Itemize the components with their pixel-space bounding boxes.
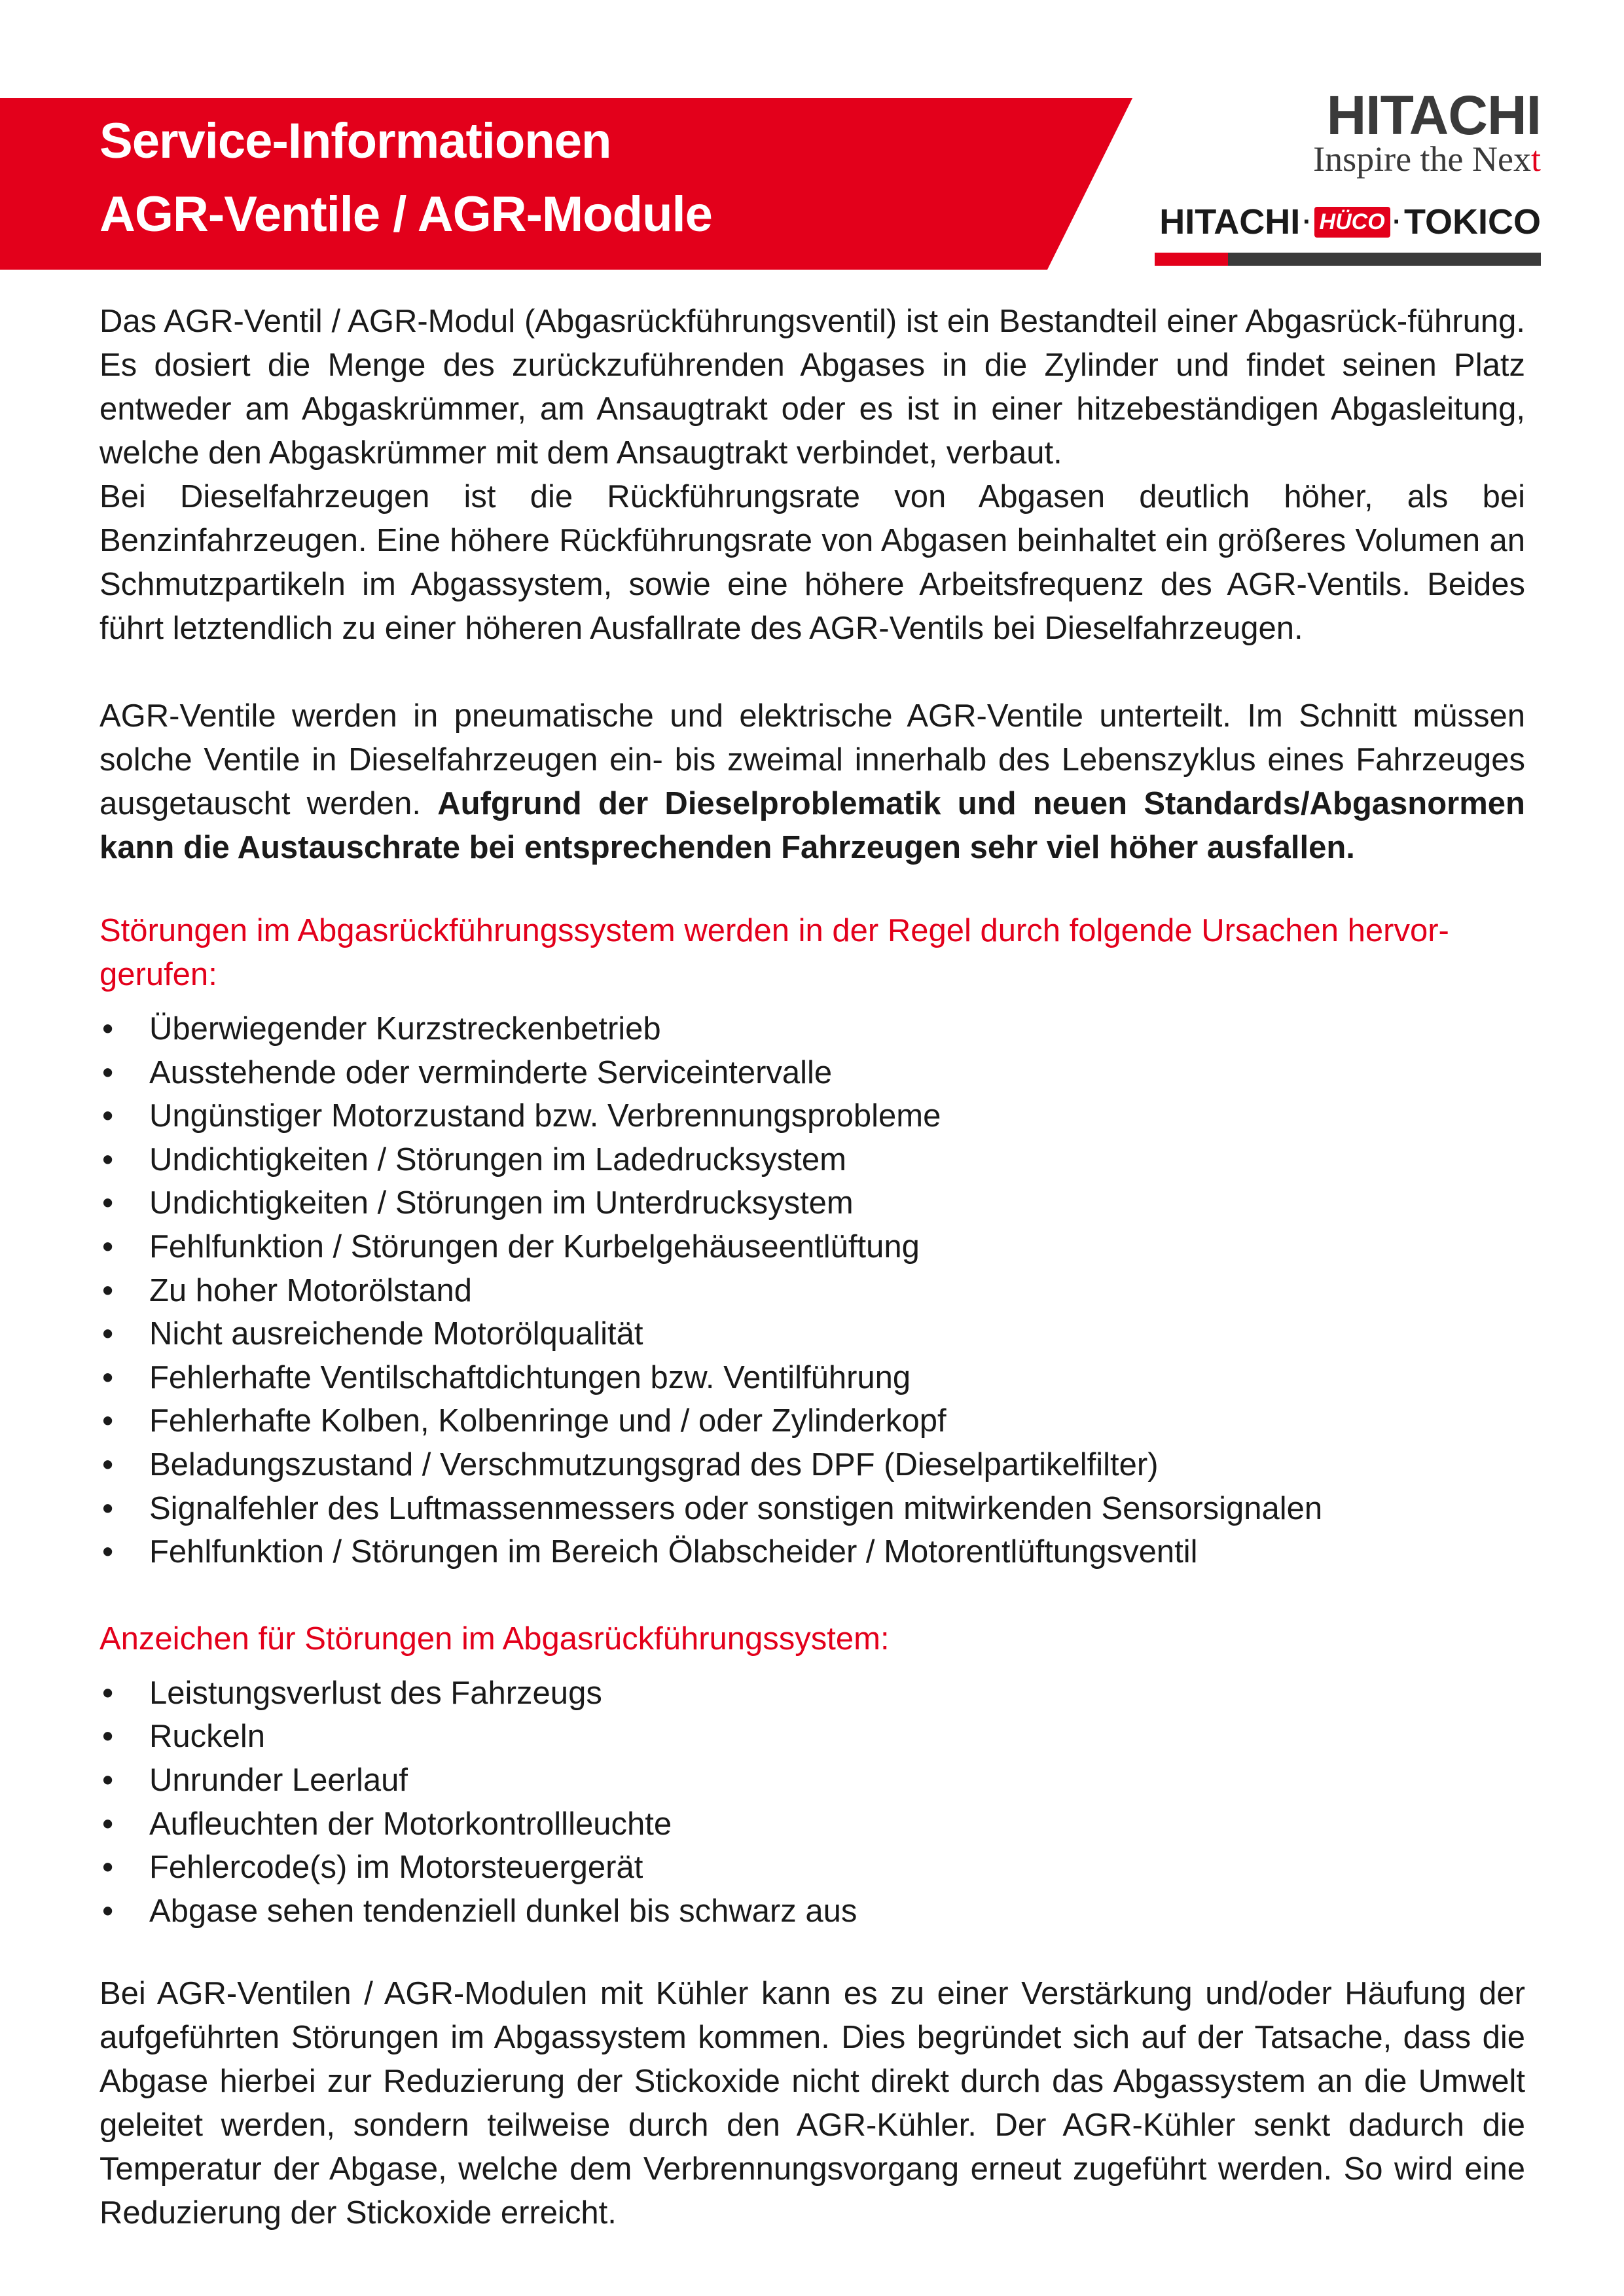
header-banner [0,98,1132,270]
list-item: • Fehlfunktion / Störungen der Kurbelgehäuseentlüftung [99,1225,1525,1269]
brand-huco-logo: HÜCO [1314,207,1390,238]
intro-paragraph-3-emphasis: Aufgrund der Dieselproblematik und neuen Standards/Abgasnormen kann die Austauschrate bei entsprechenden Fahrzeugen sehr viel höher ausfallen. [99,786,1525,865]
causes-list [99,1007,1525,1574]
list-item: • Leistungsverlust des Fahrzeugs [99,1672,1525,1715]
tagline-text: Inspire the Nex [1313,139,1531,179]
closing-paragraph: Bei AGR-Ventilen / AGR-Modulen mit Kühler kann es zu einer Verstärkung und/oder Häufung der aufgeführten Störungen im Abgassystem kommen. Dies begründet sich auf der Tatsache, dass die Abgase hierbei zur Reduzierung der Stickoxide nicht direkt durch das Abgassystem an die Umwelt geleitet werden, sondern teilweise durch den AGR-Kühler. Der AGR-Kühler senkt dadurch die Temperatur der Abgase, welche dem Verbrennungsvorgang erneut zugeführt werden. So wird eine Reduzierung der Stickoxide erreicht. [99,1976,1525,2231]
page-title: Service-Informationen [99,113,611,169]
intro-paragraph-3-text: AGR-Ventile werden in pneumatische und elektrische AGR-Ventile unterteilt. Im Schnitt müssen solche Ventile in Dieselfahrzeugen ein- bis zweimal innerhalb des Lebenszyklus eines Fahrzeuges ausgetauscht werden. [99,698,1525,821]
brand-hitachi: HITACHI [1159,202,1301,242]
intro-paragraph-1: Das AGR-Ventil / AGR-Modul (Abgasrückführungsventil) ist ein Bestandteil einer Abgasrück-führung. Es dosiert die Menge des zurückzuführenden Abgases in die Zylinder und findet seinen Platz entweder am Abgaskrümmer, am Ansaugtrakt oder es ist in einer hitzebeständigen Abgasleitung, welche den Abgaskrümmer mit dem Ansaugtrakt verbindet, verbaut. [99,304,1525,471]
list-item: • Beladungszustand / Verschmutzungsgrad des DPF (Dieselpartikelfilter) [99,1443,1525,1487]
brand-logo-block [1139,84,1545,280]
list-item: • Überwiegender Kurzstreckenbetrieb [99,1007,1525,1051]
brand-tokico: TOKICO [1403,202,1541,242]
list-item: • Signalfehler des Luftmassenmessers oder sonstigen mitwirkenden Sensorsignalen [99,1487,1525,1531]
brand-underline [1155,253,1541,266]
tagline-accent: t [1530,139,1541,179]
causes-heading: Störungen im Abgasrückführungssystem werden in der Regel durch folgende Ursachen hervor-gerufen: [99,913,1449,992]
hitachi-logo: HITACHI [1326,84,1541,146]
list-item: • Fehlerhafte Kolben, Kolbenringe und / oder Zylinderkopf [99,1399,1525,1443]
document-body [99,300,1525,2235]
brand-underline-grey [1228,253,1541,266]
list-item: • Ausstehende oder verminderte Serviceintervalle [99,1051,1525,1095]
list-item: • Nicht ausreichende Motorölqualität [99,1312,1525,1356]
list-item: • Abgase sehen tendenziell dunkel bis schwarz aus [99,1890,1525,1933]
brand-separator: · [1392,207,1401,236]
list-item: • Ungünstiger Motorzustand bzw. Verbrennungsprobleme [99,1094,1525,1138]
list-item: • Ruckeln [99,1715,1525,1759]
list-item: • Fehlerhafte Ventilschaftdichtungen bzw. Ventilführung [99,1356,1525,1400]
tagline [1313,139,1541,179]
symptoms-list [99,1672,1525,1933]
intro-paragraph-2: Bei Dieselfahrzeugen ist die Rückführungsrate von Abgasen deutlich höher, als bei Benzinfahrzeugen. Eine höhere Rückführungsrate von Abgasen beinhaltet ein größeres Volumen an Schmutzpartikeln im Abgassystem, sowie eine höhere Arbeitsfrequenz des AGR-Ventils. Beides führt letztendlich zu einer höheren Ausfallrate des AGR-Ventils bei Dieselfahrzeugen. [99,479,1525,646]
brand-separator: · [1303,207,1312,236]
list-item: • Undichtigkeiten / Störungen im Unterdrucksystem [99,1181,1525,1225]
page-subtitle: AGR-Ventile / AGR-Module [99,187,712,242]
brand-underline-red [1155,253,1228,266]
list-item: • Aufleuchten der Motorkontrollleuchte [99,1803,1525,1846]
list-item: • Fehlfunktion / Störungen im Bereich Ölabscheider / Motorentlüftungsventil [99,1530,1525,1574]
symptoms-heading: Anzeichen für Störungen im Abgasrückführungssystem: [99,1621,890,1657]
brand-line [1159,202,1541,242]
list-item: • Zu hoher Motorölstand [99,1269,1525,1313]
list-item: • Fehlercode(s) im Motorsteuergerät [99,1846,1525,1890]
intro-paragraph-3 [99,694,1525,870]
list-item: • Undichtigkeiten / Störungen im Ladedrucksystem [99,1138,1525,1182]
list-item: • Unrunder Leerlauf [99,1759,1525,1803]
